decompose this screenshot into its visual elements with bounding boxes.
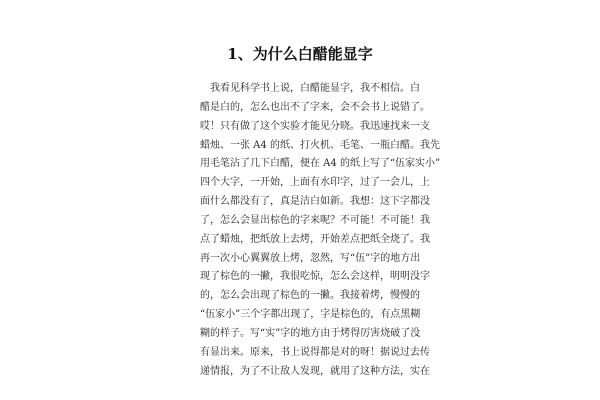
text-line: 再一次小心翼翼放上烤，忽然，写“伍”字的地方出 bbox=[200, 252, 421, 264]
text-line: 递情报，为了不让敌人发现，就用了这种方法，实在 bbox=[200, 365, 430, 377]
text-line: 的，怎么会出现了棕色的一撇。我接着烤，慢慢的 bbox=[200, 290, 420, 302]
text-line: 有显出来。原来，书上说得都是对的呀！据说过去传 bbox=[200, 346, 430, 358]
text-line: 点了蜡烛，把纸放上去烤，开始差点把纸全烧了。我 bbox=[200, 233, 430, 245]
document-body bbox=[200, 80, 441, 382]
page-title: 1、为什么白醋能显字 bbox=[227, 45, 373, 63]
text-line: 糊的样子。写“实”字的地方由于烤得厉害烧破了没 bbox=[200, 327, 421, 339]
text-line: 四个大字，一开始，上面有水印字，过了一会儿，上 bbox=[200, 177, 430, 189]
text-line: 现了棕色的一撇，我很吃惊，怎么会这样，明明没字 bbox=[200, 271, 430, 283]
text-line: 用毛笔沾了几下白醋，便在 A4 的纸上写了“伍家实小” bbox=[200, 158, 441, 170]
text-line: 醋是白的，怎么也出不了字来，会不会书上说错了。 bbox=[200, 101, 430, 113]
text-line: 面什么都没有了，真是洁白如新。我想：这下字都没 bbox=[200, 196, 430, 208]
text-line: 哎！只有做了这个实验才能见分晓。我迅速找来一支 bbox=[200, 120, 430, 132]
text-line: “伍家小”三个字都出现了，字是棕色的，有点黑糊 bbox=[200, 309, 421, 321]
text-line: 蜡烛、一张 A4 的纸、打火机、毛笔、一瓶白醋。我先 bbox=[200, 139, 440, 151]
text-line: 我看见科学书上说，白醋能显字，我不相信。白 bbox=[200, 83, 420, 94]
text-line: 了，怎么会显出棕色的字来呢？不可能！不可能！我 bbox=[200, 214, 430, 226]
